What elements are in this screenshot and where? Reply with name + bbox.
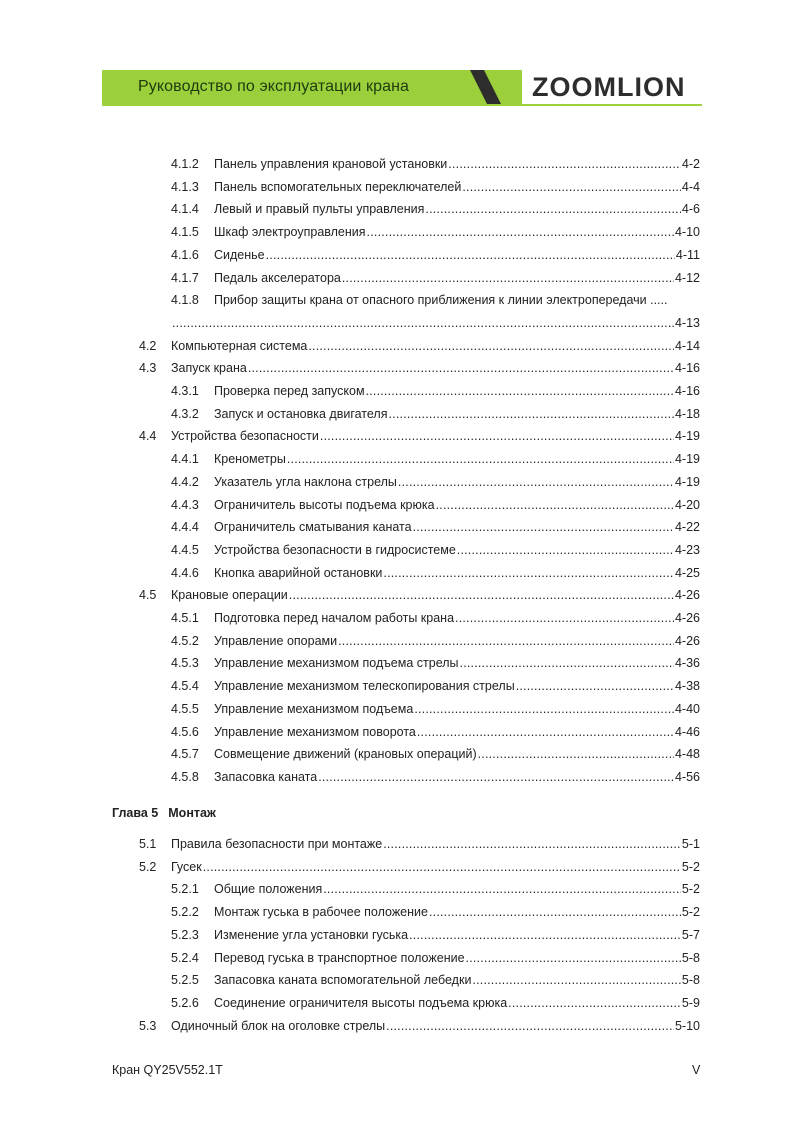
- toc-row: [0, 497, 793, 513]
- toc-title[interactable]: Монтаж гуська в рабочее положение: [214, 905, 428, 920]
- toc-page-number[interactable]: 4-19: [674, 452, 700, 467]
- toc-row: [0, 201, 793, 217]
- toc-number: 5.2.3: [171, 927, 199, 942]
- toc-leader-dots: [425, 201, 681, 217]
- toc-page-number[interactable]: 4-36: [674, 656, 700, 671]
- toc-number: 5.1: [139, 837, 157, 851]
- toc-row: [0, 406, 793, 422]
- toc-row: [0, 995, 793, 1011]
- toc-page-number[interactable]: 4-46: [674, 724, 700, 739]
- toc-page-number[interactable]: 5-7: [681, 927, 700, 942]
- footer-page-number: V: [692, 1063, 701, 1077]
- toc-number: 4.1.3: [171, 179, 199, 194]
- toc-page-number[interactable]: 4-13: [674, 315, 700, 330]
- toc-leader-dots: [367, 224, 674, 240]
- toc-leader-dots: [320, 428, 674, 444]
- toc-leader-dots: [266, 247, 675, 263]
- toc-number: 4.4.2: [171, 474, 199, 489]
- toc-row: [0, 1018, 793, 1034]
- toc-title[interactable]: Шкаф электроуправления: [214, 225, 366, 240]
- toc-leader-dots: [289, 587, 674, 603]
- toc-leader-dots: [462, 179, 681, 195]
- toc-number: 4.5.1: [171, 611, 199, 625]
- toc-page-number[interactable]: 5-1: [681, 837, 700, 851]
- toc-page-number[interactable]: 4-18: [674, 406, 700, 421]
- logo-stripes-icon: [462, 70, 532, 106]
- toc-title[interactable]: Управление механизмом подъема: [214, 701, 414, 716]
- toc-leader-dots: [318, 769, 674, 785]
- toc-page-number[interactable]: 4-16: [674, 384, 700, 398]
- toc-leader-dots: [248, 360, 674, 376]
- toc-row: [0, 292, 793, 308]
- toc-page-number[interactable]: 4-12: [674, 270, 700, 285]
- toc-leader-dots: [457, 542, 674, 558]
- toc-title[interactable]: Сиденье: [214, 247, 265, 262]
- toc-row: [0, 859, 793, 875]
- toc-page-number[interactable]: 4-6: [681, 202, 700, 217]
- toc-title[interactable]: Управление опорами: [214, 633, 338, 648]
- toc-leader-dots: [472, 972, 681, 988]
- toc-title[interactable]: Компьютерная система: [171, 338, 308, 353]
- toc-row: [0, 724, 793, 740]
- toc-row: [0, 224, 793, 240]
- zoomlion-logo: ZOOMLION: [532, 72, 686, 102]
- toc-page-number[interactable]: 4-48: [674, 747, 700, 762]
- toc-number: 4.5.5: [171, 701, 199, 716]
- chapter-label: Глава 5: [112, 806, 159, 820]
- toc-page-number[interactable]: 4-16: [674, 361, 700, 376]
- toc-number: 4.5.6: [171, 724, 199, 739]
- toc-title[interactable]: Перевод гуська в транспортное положение: [214, 950, 465, 965]
- header-banner: [102, 70, 702, 106]
- toc-number: 4.1.4: [171, 202, 199, 217]
- toc-page-number[interactable]: 4-26: [674, 611, 700, 625]
- toc-title[interactable]: Панель управления крановой установки: [214, 157, 448, 171]
- toc-number: 4.2: [139, 338, 157, 353]
- toc-number: 5.3: [139, 1018, 157, 1033]
- toc-title[interactable]: Ограничитель сматывания каната: [214, 520, 412, 535]
- toc-page-number[interactable]: 4-23: [674, 542, 700, 557]
- toc-leader-dots: [398, 474, 674, 490]
- toc-leader-dots: [516, 678, 674, 694]
- toc-number: 4.1.5: [171, 225, 199, 240]
- toc-row: [0, 383, 793, 399]
- toc-row: [0, 701, 793, 717]
- toc-leader-dots: [417, 724, 674, 740]
- toc-title[interactable]: Устройства безопасности в гидросистеме: [214, 542, 456, 557]
- toc-page-number[interactable]: 4-25: [674, 565, 700, 580]
- toc-leader-dots: [409, 927, 681, 943]
- toc-leader-dots: [383, 565, 674, 581]
- toc-number: 5.2.6: [171, 995, 199, 1010]
- toc-title[interactable]: Кнопка аварийной остановки: [214, 565, 383, 580]
- toc-title[interactable]: Запуск и остановка двигателя: [214, 406, 388, 421]
- toc-title[interactable]: Одиночный блок на оголовке стрелы: [171, 1018, 386, 1033]
- toc-leader-dots: [466, 950, 681, 966]
- toc-row: [0, 587, 793, 603]
- toc-number: 4.5.7: [171, 747, 199, 762]
- toc-number: 4.4.5: [171, 542, 199, 557]
- toc-row: [0, 904, 793, 920]
- toc-leader-dots: [429, 904, 681, 920]
- toc-title[interactable]: Запасовка каната вспомогательной лебедки: [214, 973, 472, 988]
- toc-title[interactable]: Подготовка перед началом работы крана: [214, 611, 455, 625]
- toc-row: [0, 451, 793, 467]
- toc-number: 4.4.1: [171, 452, 199, 467]
- chapter-title: Монтаж: [168, 806, 216, 820]
- toc-page-number[interactable]: 5-2: [681, 882, 700, 897]
- toc-title[interactable]: Педаль акселератора: [214, 270, 341, 285]
- toc-number: 4.4: [139, 429, 157, 444]
- toc-row: [0, 247, 793, 263]
- toc-row: [0, 610, 793, 626]
- chapter-heading: [112, 806, 226, 820]
- toc-row: [0, 542, 793, 558]
- toc-number: 5.2: [139, 859, 157, 874]
- toc-page-number[interactable]: 4-40: [674, 701, 700, 716]
- toc-title[interactable]: Запуск крана: [171, 361, 247, 376]
- toc-page-number[interactable]: 4-2: [681, 157, 700, 171]
- toc-leader-dots: [386, 1018, 674, 1034]
- toc-number: 4.5.4: [171, 679, 199, 694]
- toc-page-number[interactable]: 4-56: [674, 769, 700, 784]
- toc-title[interactable]: Гусек: [171, 859, 202, 874]
- toc-row: [0, 428, 793, 444]
- header-underline: [102, 104, 702, 106]
- toc-leader-dots: [414, 701, 674, 717]
- toc-title[interactable]: Кренометры: [214, 452, 286, 467]
- toc-row: [0, 678, 793, 694]
- toc-leader-dots: [478, 746, 674, 762]
- toc-page-number[interactable]: 5-8: [681, 973, 700, 988]
- toc-leader-dots: [308, 338, 674, 354]
- toc-page-number[interactable]: 5-2: [681, 859, 700, 874]
- toc-leader-dots: [508, 995, 681, 1011]
- toc-title[interactable]: Общие положения: [214, 882, 323, 897]
- toc-leader-dots: [448, 156, 681, 172]
- toc-leader-dots: [460, 655, 674, 671]
- header-title: Руководство по эксплуатации крана: [138, 78, 410, 95]
- toc-number: 4.1.6: [171, 247, 199, 262]
- toc-row: [0, 655, 793, 671]
- toc-number: 4.1.8: [171, 293, 199, 308]
- toc-number: 4.3: [139, 361, 157, 376]
- toc-number: 5.2.1: [171, 882, 199, 897]
- toc-leader-dots: [455, 610, 674, 626]
- toc-title[interactable]: Проверка перед запуском: [214, 384, 365, 398]
- toc-number: 4.5: [139, 588, 157, 603]
- toc-row: [0, 315, 793, 331]
- toc-row: [0, 746, 793, 762]
- toc-title[interactable]: Панель вспомогательных переключателей: [214, 179, 462, 194]
- toc-row: [0, 156, 793, 172]
- toc-page-number[interactable]: 5-2: [681, 905, 700, 920]
- toc-page-number[interactable]: 4-22: [674, 520, 700, 535]
- toc-title[interactable]: Прибор защиты крана от опасного приближения к линии электропередачи .....: [214, 293, 668, 308]
- toc-number: 4.5.8: [171, 769, 199, 784]
- toc-row: [0, 360, 793, 376]
- toc-number: 5.2.5: [171, 973, 199, 988]
- toc-row: [0, 950, 793, 966]
- toc-title[interactable]: Управление механизмом подъема стрелы: [214, 656, 459, 671]
- toc-page-number[interactable]: 4-4: [681, 179, 700, 194]
- toc-number: 4.4.6: [171, 565, 199, 580]
- toc-leader-dots: [366, 383, 674, 399]
- toc-title[interactable]: Левый и правый пульты управления: [214, 202, 425, 217]
- toc-page-number[interactable]: 5-8: [681, 950, 700, 965]
- toc-title[interactable]: Правила безопасности при монтаже: [171, 837, 383, 851]
- toc-number: 5.2.2: [171, 905, 199, 920]
- toc-row: [0, 836, 793, 852]
- toc-title[interactable]: Крановые операции: [171, 588, 288, 603]
- toc-leader-dots: [338, 633, 674, 649]
- toc-title[interactable]: Устройства безопасности: [171, 429, 319, 444]
- footer-model: Кран QY25V552.1T: [112, 1063, 223, 1077]
- toc-title[interactable]: Изменение угла установки гуська: [214, 927, 409, 942]
- toc-number: 4.5.2: [171, 633, 199, 648]
- toc-page-number[interactable]: 4-19: [674, 429, 700, 444]
- toc-leader-dots: [323, 881, 681, 897]
- toc-row: [0, 270, 793, 286]
- toc-title[interactable]: Совмещение движений (крановых операций): [214, 747, 477, 762]
- toc-number: 4.1.2: [171, 157, 199, 171]
- toc-leader-dots: [389, 406, 674, 422]
- toc-page-number[interactable]: 5-10: [674, 1018, 700, 1033]
- toc-number: 4.3.1: [171, 384, 199, 398]
- toc-leader-dots: [287, 451, 674, 467]
- toc-title[interactable]: Указатель угла наклона стрелы: [214, 474, 397, 489]
- toc-title[interactable]: Управление механизмом поворота: [214, 724, 416, 739]
- toc-row: [0, 179, 793, 195]
- toc-row: [0, 927, 793, 943]
- toc-leader-dots: [383, 836, 681, 852]
- toc-leader-dots: [172, 315, 674, 331]
- toc-number: 4.3.2: [171, 406, 199, 421]
- toc-number: 5.2.4: [171, 950, 199, 965]
- toc-title[interactable]: Ограничитель высоты подъема крюка: [214, 497, 435, 512]
- toc-page-number[interactable]: 4-19: [674, 474, 700, 489]
- toc-leader-dots: [436, 497, 674, 513]
- toc-page-number[interactable]: 5-9: [681, 995, 700, 1010]
- toc-row: [0, 633, 793, 649]
- toc-page-number[interactable]: 4-26: [674, 588, 700, 603]
- toc-number: 4.1.7: [171, 270, 199, 285]
- toc-row: [0, 881, 793, 897]
- toc-page-number[interactable]: 4-14: [674, 338, 700, 353]
- toc-row: [0, 519, 793, 535]
- toc-number: 4.4.4: [171, 520, 199, 535]
- toc-row: [0, 769, 793, 785]
- toc-leader-dots: [342, 270, 674, 286]
- toc-page-number[interactable]: 4-20: [674, 497, 700, 512]
- toc-page-number[interactable]: 4-10: [674, 225, 700, 240]
- toc-page-number[interactable]: 4-38: [674, 679, 700, 694]
- toc-leader-dots: [203, 859, 681, 875]
- toc-row: [0, 565, 793, 581]
- toc-title[interactable]: Управление механизмом телескопирования стрелы: [214, 679, 515, 694]
- toc-row: [0, 972, 793, 988]
- toc-number: 4.5.3: [171, 656, 199, 671]
- toc-number: 4.4.3: [171, 497, 199, 512]
- toc-row: [0, 338, 793, 354]
- toc-row: [0, 474, 793, 490]
- toc-page-number[interactable]: 4-26: [674, 633, 700, 648]
- toc-leader-dots: [413, 519, 674, 535]
- toc-page-number[interactable]: 4-11: [675, 247, 700, 262]
- toc-title[interactable]: Соединение ограничителя высоты подъема крюка: [214, 995, 508, 1010]
- toc-title[interactable]: Запасовка каната: [214, 769, 318, 784]
